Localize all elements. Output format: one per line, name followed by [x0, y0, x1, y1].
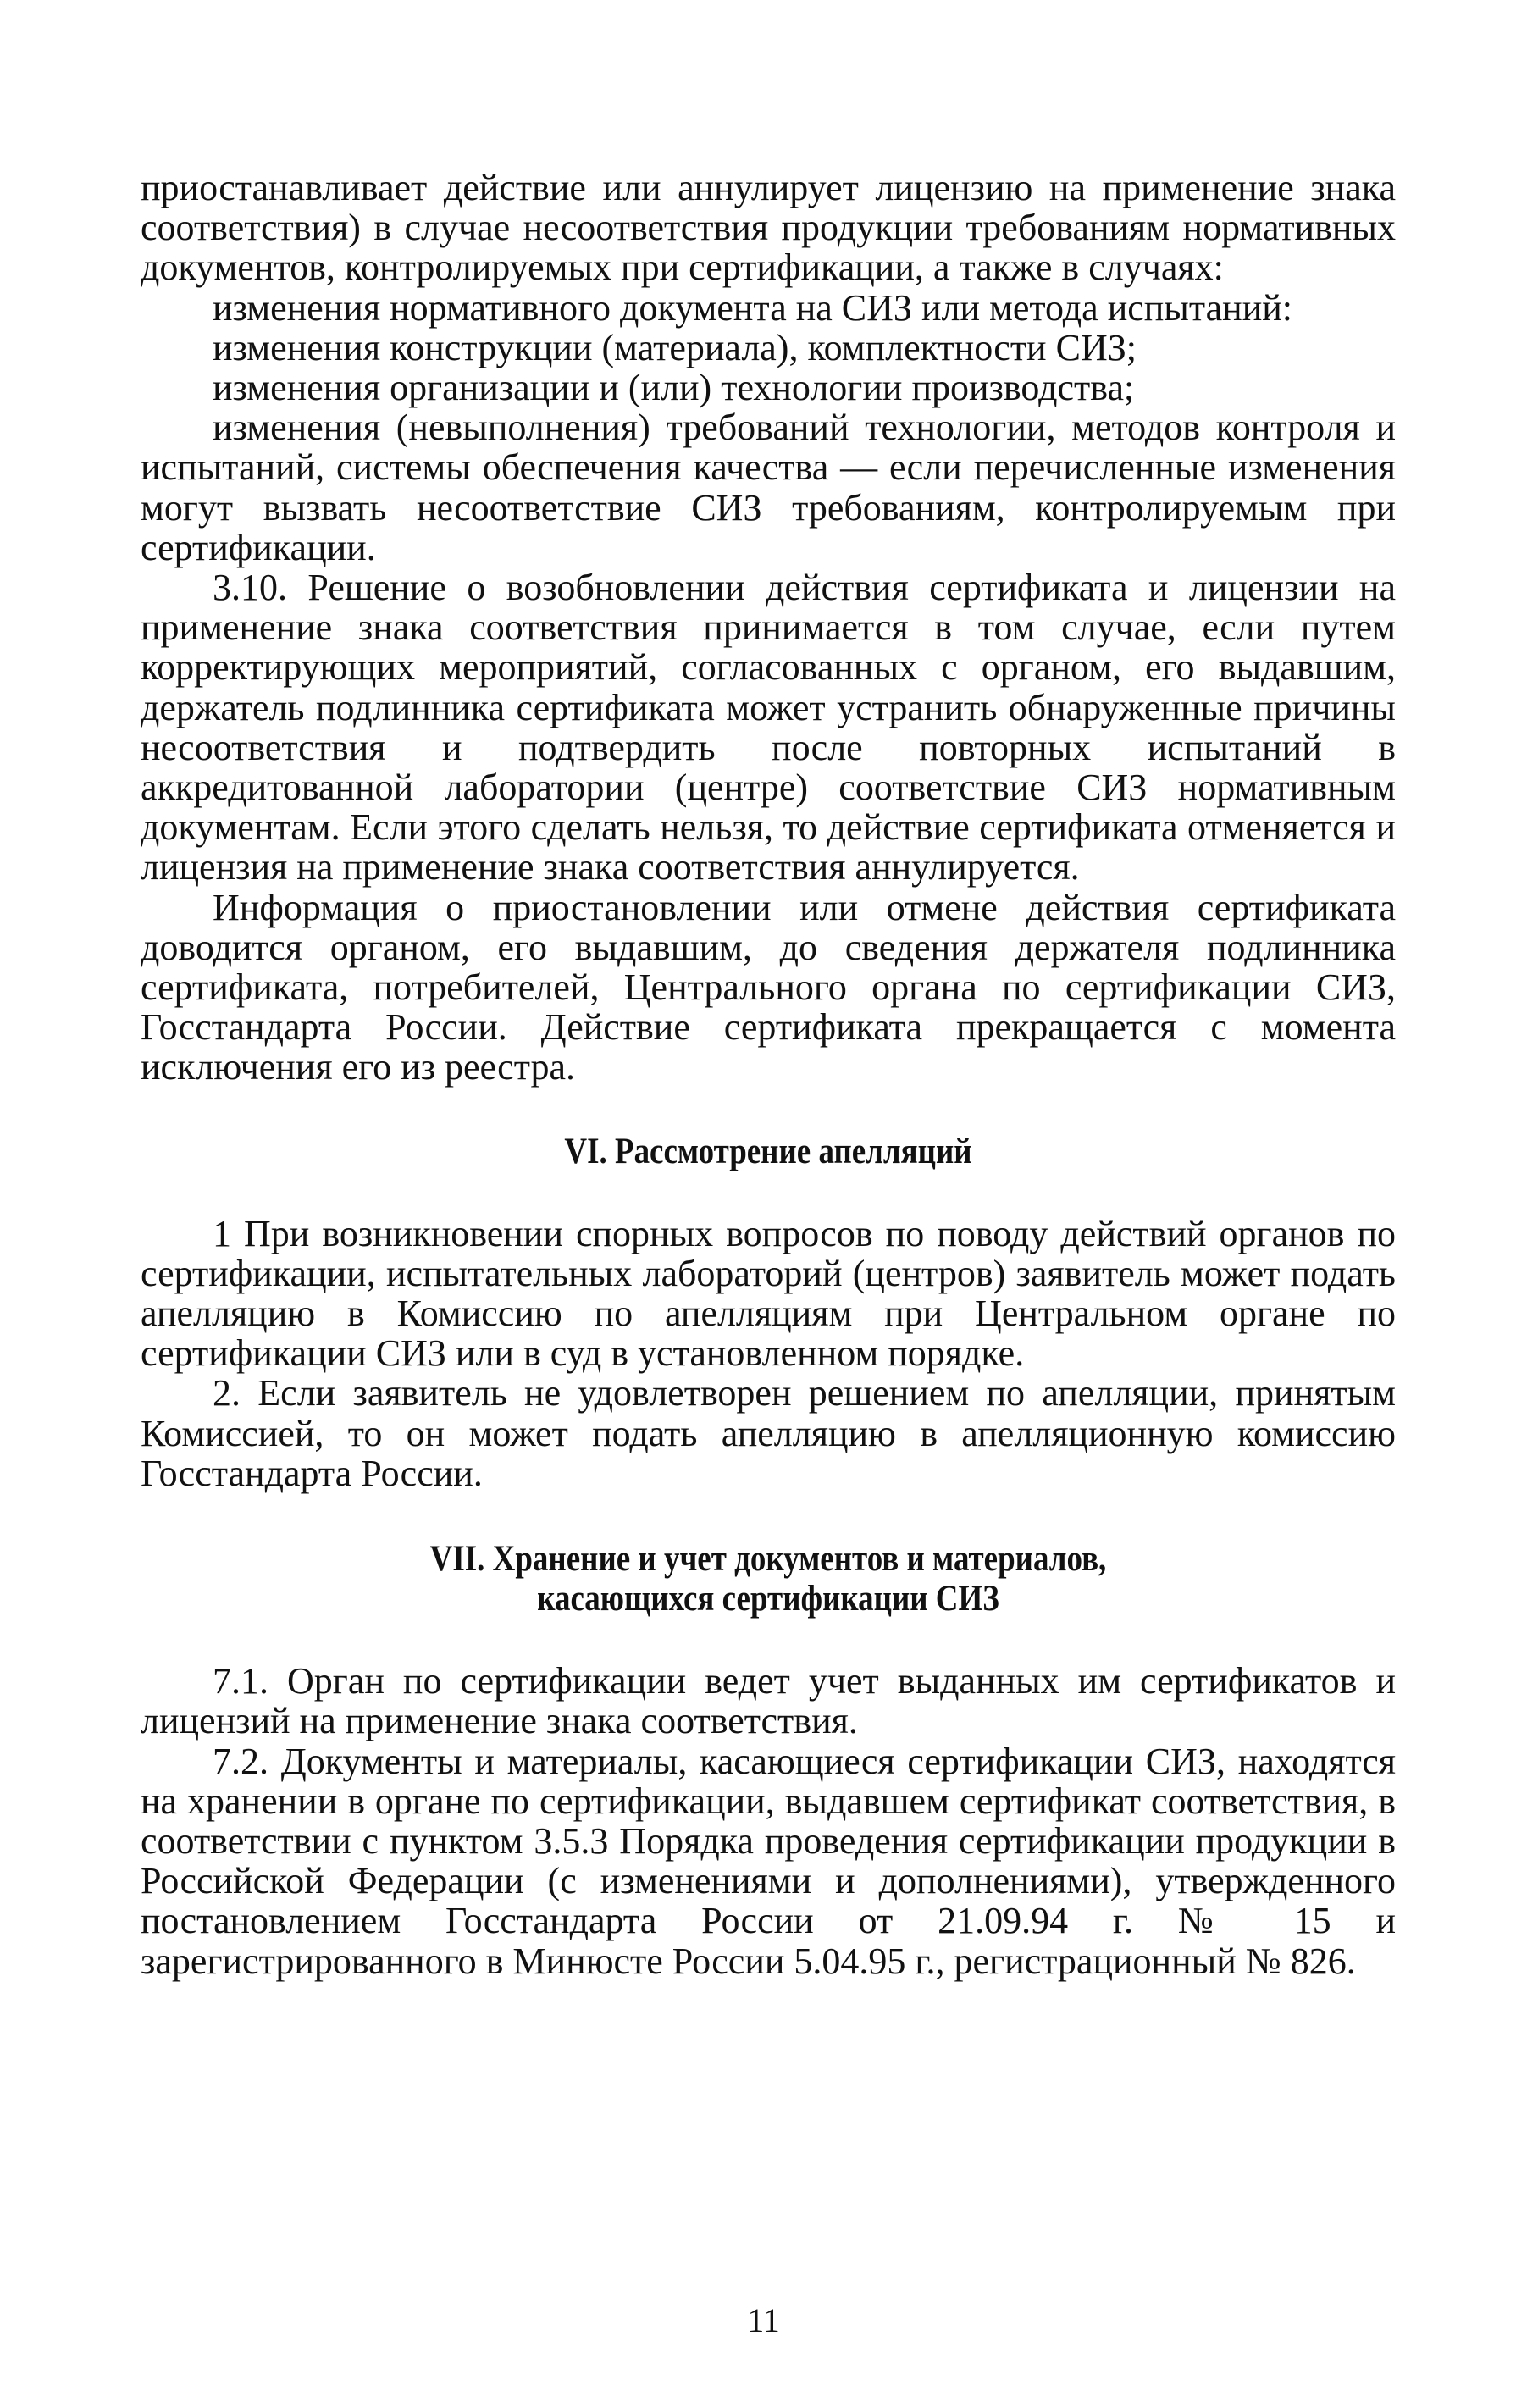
- list-item-requirements-change: изменения (невыполнения) требований технологии, методов контроля и испытаний, системы обеспечения качества — если перечисленные изменения могут вызвать несоответствие СИЗ требованиям, контролируемым при сертификации.: [141, 407, 1396, 568]
- section-7-paragraph-1: 7.1. Орган по сертификации ведет учет выданных им сертификатов и лицензий на применение знака соответствия.: [141, 1660, 1396, 1742]
- list-item-organization-change: изменения организации и (или) технологии производства;: [213, 367, 1135, 409]
- paragraph-3-10: 3.10. Решение о возобновлении действия сертификата и лицензии на применение знака соответствия принимается в том случае, если путем корректирующих мероприятий, согласованных с органом, его выдавшим, держатель подлинника сертификата может устранить обнаруженные причины несоответствия и подтвердить после повторных испытаний в аккредитованной лаборатории (центре) соответствие СИЗ нормативным документам. Если этого сделать нельзя, то действие сертификата отменяется и лицензия на применение знака соответствия аннулируется.: [141, 567, 1396, 888]
- section-6-heading: VI. Рассмотрение апелляций: [564, 1131, 972, 1171]
- section-6-paragraph-2: 2. Если заявитель не удовлетворен решением по апелляции, принятым Комиссией, то он может подать апелляцию в апелляционную комиссию Госстандарта России.: [141, 1372, 1396, 1494]
- section-7-heading: [229, 1539, 1308, 1619]
- section-7-heading-line-2: касающихся сертификации СИЗ: [537, 1579, 999, 1619]
- page-body: [141, 168, 1396, 1981]
- paragraph-information: Информация о приостановлении или отмене действия сертификата доводится органом, его выдавшим, до сведения держателя подлинника сертификата, потребителей, Центрального органа по сертификации СИЗ, Госстандарта России. Действие сертификата прекращается с момента исключения его из реестра.: [141, 886, 1396, 1088]
- page-number: 11: [747, 2301, 780, 2339]
- paragraph-continuation: приостанавливает действие или аннулирует лицензию на применение знака соответствия) в случае несоответствия продукции требованиям нормативных документов, контролируемых при сертификации, а также в случаях:: [141, 167, 1396, 289]
- section-6-paragraph-1: 1 При возникновении спорных вопросов по поводу действий органов по сертификации, испытательных лабораторий (центров) заявитель может подать апелляцию в Комиссию по апелляциям при Центральном органе по сертификации СИЗ или в суд в установленном порядке.: [141, 1212, 1396, 1375]
- section-7-paragraph-2: 7.2. Документы и материалы, касающиеся сертификации СИЗ, находятся на хранении в органе по сертификации, выдавшем сертификат соответствия, в соответствии с пунктом 3.5.3 Порядка проведения сертификации продукции в Российской Федерации (с изменениями и дополнениями), утвержденного постановлением Госстандарта России от 21.09.94 г. № 15 и зарегистрированного в Минюсте России 5.04.95 г., регистрационный № 826.: [141, 1740, 1396, 1982]
- section-7-heading-line-1: VII. Хранение и учет документов и материалов,: [429, 1539, 1107, 1580]
- list-item-normative-doc-change: изменения нормативного документа на СИЗ или метода испытаний:: [213, 286, 1293, 329]
- list-item-construction-change: изменения конструкции (материала), комплектности СИЗ;: [213, 326, 1137, 368]
